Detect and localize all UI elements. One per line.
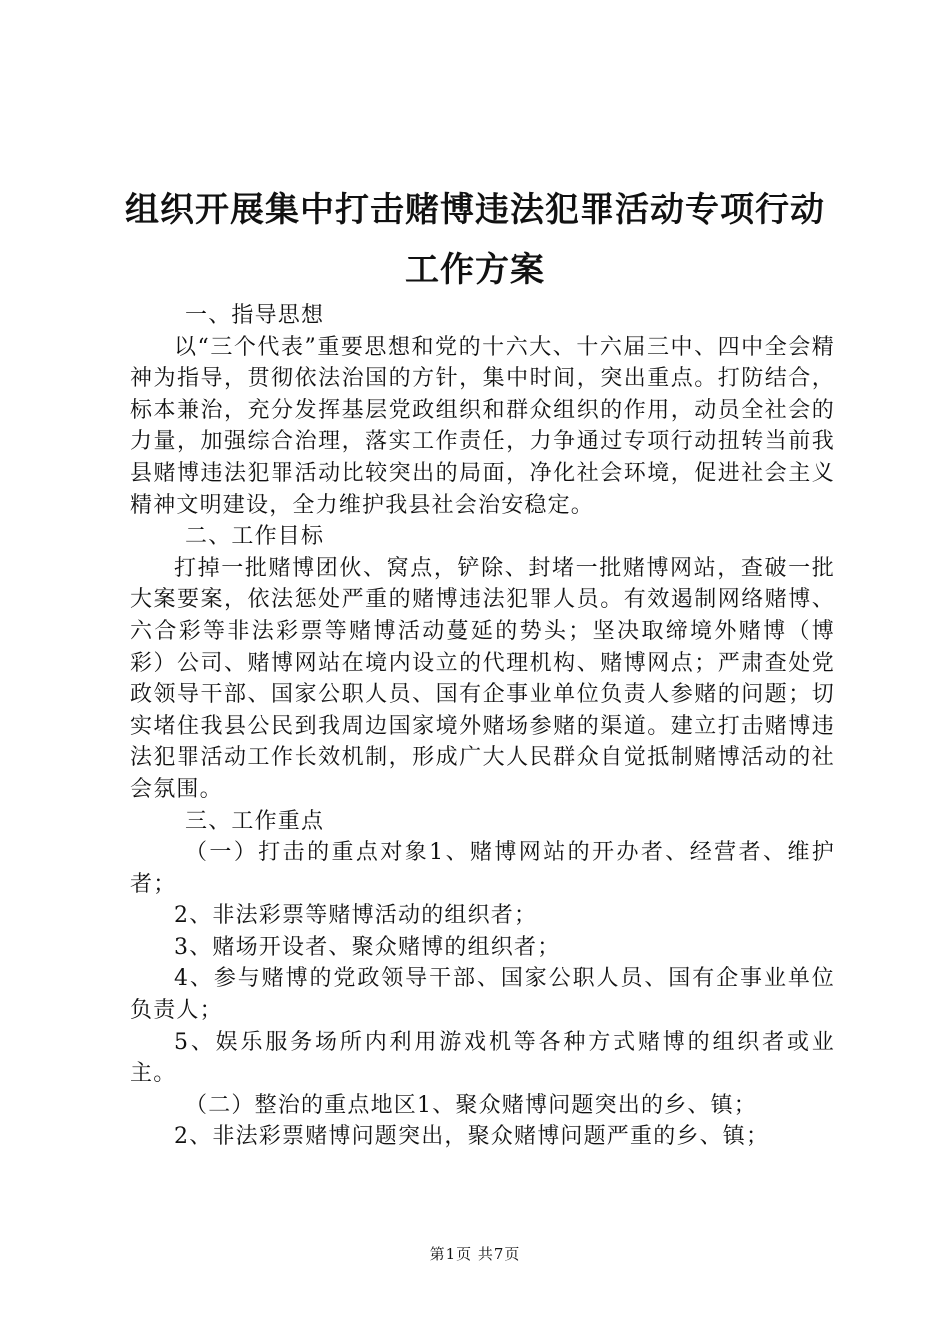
paragraph-focus-targets: （一）打击的重点对象1、赌博网站的开办者、经营者、维护者； bbox=[130, 840, 835, 897]
section-heading-work-goals: 二、工作目标 bbox=[185, 524, 325, 550]
list-item-target-5: 5、娱乐服务场所内利用游戏机等各种方式赌博的组织者或业主。 bbox=[130, 1029, 835, 1087]
page-number-footer: 第1页 共7页 bbox=[429, 1245, 521, 1263]
list-item-target-2: 2、非法彩票等赌博活动的组织者； bbox=[174, 903, 538, 929]
document-body bbox=[130, 300, 835, 1153]
list-item-area-2: 2、非法彩票赌博问题突出，聚众赌博问题严重的乡、镇； bbox=[174, 1124, 770, 1150]
list-item-target-3: 3、赌场开设者、聚众赌博的组织者； bbox=[174, 934, 561, 960]
document-title-line-2: 工作方案 bbox=[405, 250, 545, 290]
paragraph-focus-areas: （二）整治的重点地区1、聚众赌博问题突出的乡、镇； bbox=[185, 1092, 757, 1118]
section-heading-work-focus: 三、工作重点 bbox=[185, 808, 325, 834]
document-title-line-1: 组织开展集中打击赌博违法犯罪活动专项行动 bbox=[125, 190, 825, 230]
paragraph-guiding-ideology: 以“三个代表”重要思想和党的十六大、十六届三中、四中全会精神为指导，贯彻依法治国的方针，集中时间，突出重点。打防结合，标本兼治，充分发挥基层党政组织和群众组织的作用，动员全社会的力量，加强综合治理，落实工作责任，力争通过专项行动扭转当前我县赌博违法犯罪活动比较突出的局面，净化社会环境，促进社会主义精神文明建设，全力维护我县社会治安稳定。 bbox=[130, 334, 835, 518]
section-heading-guiding-ideology: 一、指导思想 bbox=[185, 303, 325, 328]
list-item-target-4: 4、参与赌博的党政领导干部、国家公职人员、国有企事业单位负责人； bbox=[130, 966, 835, 1024]
paragraph-work-goals: 打掉一批赌博团伙、窝点，铲除、封堵一批赌博网站，查破一批大案要案，依法惩处严重的赌博违法犯罪人员。有效遏制网络赌博、六合彩等非法彩票等赌博活动蔓延的势头；坚决取缔境外赌博（博彩）公司、赌博网站在境内设立的代理机构、赌博网点；严肃查处党政领导干部、国家公职人员、国有企事业单位负责人参赌的问题；切实堵住我县公民到我周边国家境外赌场参赌的渠道。建立打击赌博违法犯罪活动工作长效机制，形成广大人民群众自觉抵制赌博活动的社会氛围。 bbox=[130, 555, 835, 802]
